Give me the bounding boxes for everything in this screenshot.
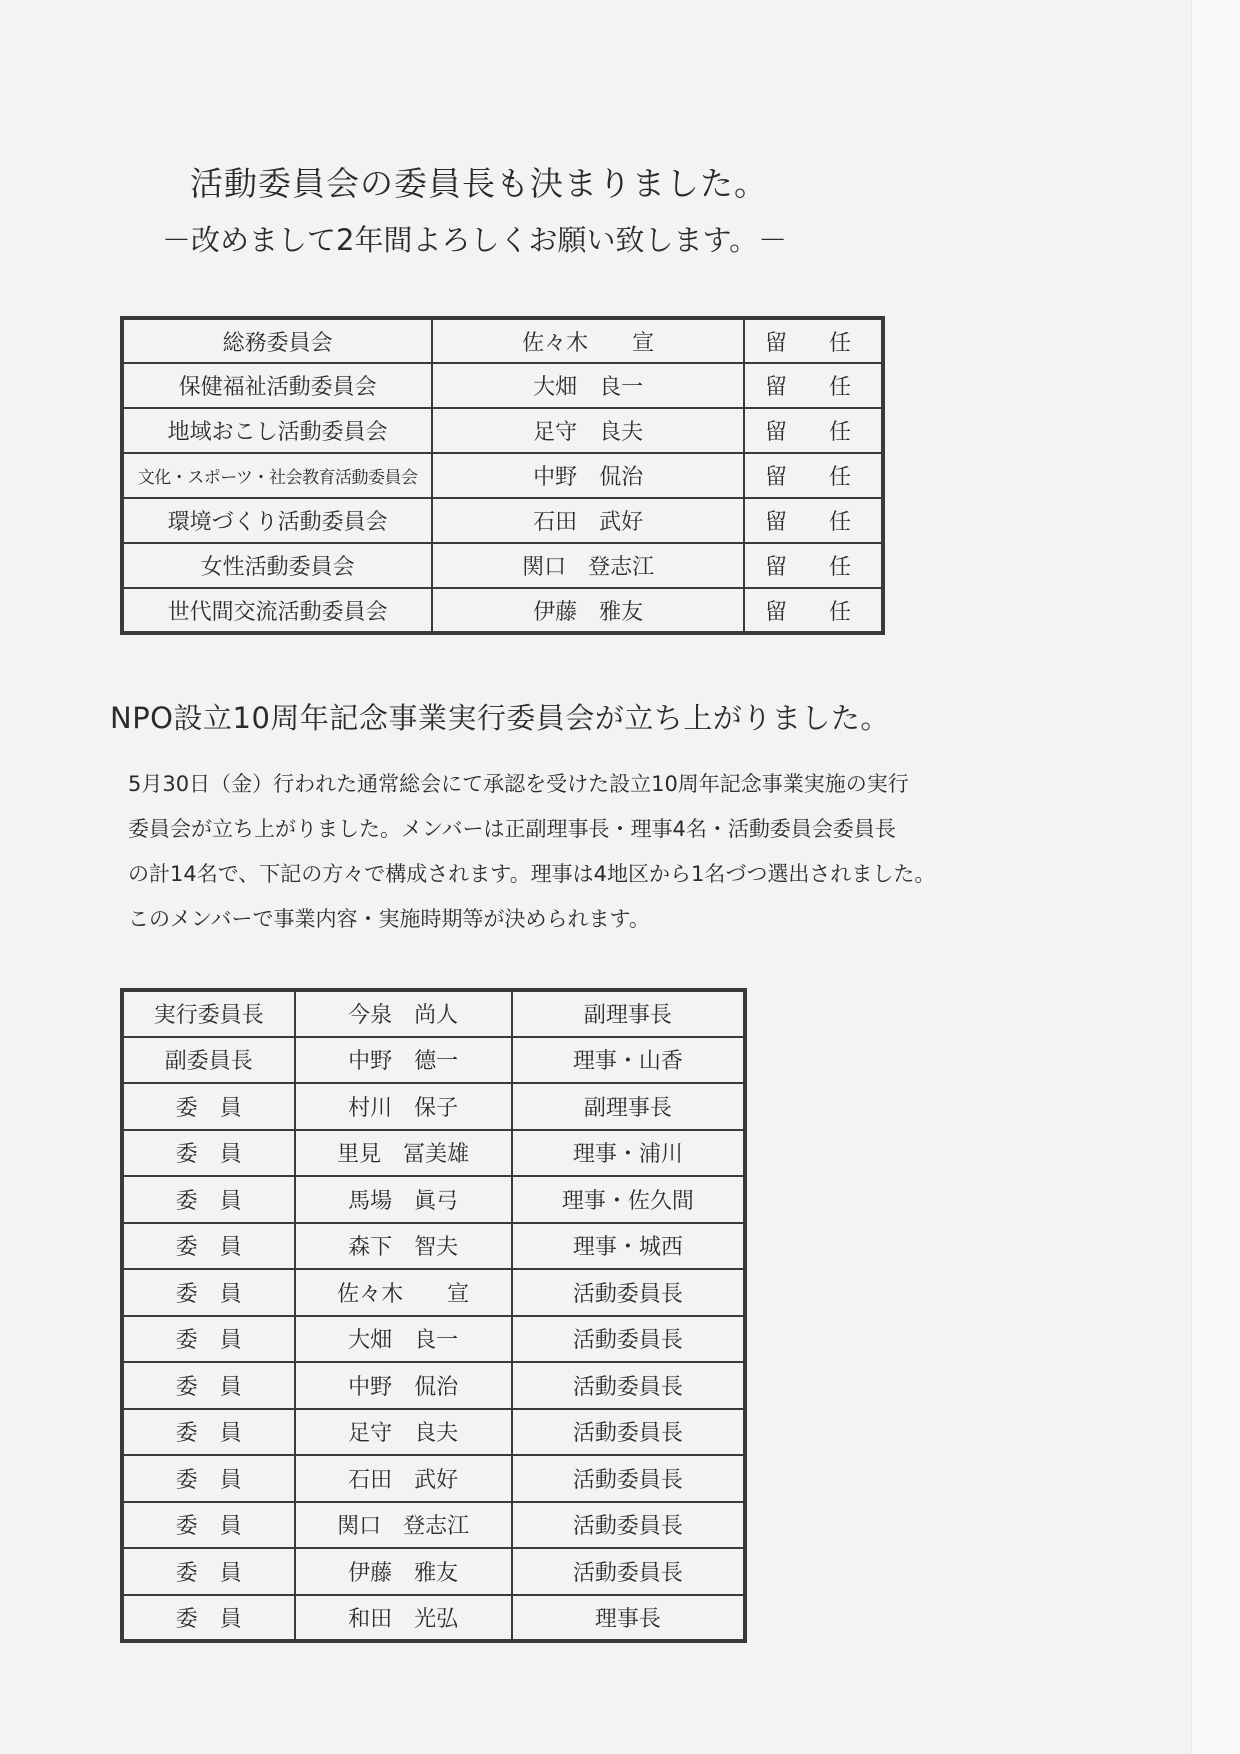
committee-name-cell: 女性活動委員会 [122, 543, 432, 588]
position-cell: 活動委員長 [512, 1409, 745, 1456]
role-cell: 委 員 [122, 1548, 295, 1595]
role-cell: 委 員 [122, 1595, 295, 1642]
position-cell: 理事・佐久間 [512, 1176, 745, 1223]
role-cell: 委 員 [122, 1502, 295, 1549]
paragraph-line: このメンバーで事業内容・実施時期等が決められます。 [128, 907, 650, 931]
table-row [122, 498, 883, 543]
table-row [122, 1409, 745, 1456]
member-name-cell: 石田 武好 [295, 1455, 512, 1502]
anniversary-paragraph [128, 762, 1068, 942]
member-name-cell: 森下 智夫 [295, 1223, 512, 1270]
committee-name-cell: 地域おこし活動委員会 [122, 408, 432, 453]
role-cell: 委 員 [122, 1409, 295, 1456]
role-cell: 副委員長 [122, 1037, 295, 1084]
member-name-cell: 中野 侃治 [295, 1362, 512, 1409]
position-cell: 副理事長 [512, 1083, 745, 1130]
member-name-cell: 関口 登志江 [295, 1502, 512, 1549]
status-cell: 留 任 [744, 588, 883, 633]
position-cell: 副理事長 [512, 990, 745, 1037]
member-name-cell: 大畑 良一 [295, 1316, 512, 1363]
table-row [122, 1362, 745, 1409]
role-cell: 委 員 [122, 1083, 295, 1130]
table-row [122, 1130, 745, 1177]
status-cell: 留 任 [744, 408, 883, 453]
position-cell: 理事・城西 [512, 1223, 745, 1270]
role-cell: 委 員 [122, 1176, 295, 1223]
position-cell: 活動委員長 [512, 1362, 745, 1409]
executive-committee-table [120, 988, 747, 1643]
position-cell: 活動委員長 [512, 1548, 745, 1595]
committee-name-cell: 世代間交流活動委員会 [122, 588, 432, 633]
paragraph-line: 委員会が立ち上がりました。メンバーは正副理事長・理事4名・活動委員会委員長 [128, 817, 896, 841]
role-cell: 委 員 [122, 1455, 295, 1502]
role-cell: 実行委員長 [122, 990, 295, 1037]
committee-name-cell: 保健福祉活動委員会 [122, 363, 432, 408]
table-row [122, 990, 745, 1037]
member-name-cell: 伊藤 雅友 [295, 1548, 512, 1595]
position-cell: 活動委員長 [512, 1269, 745, 1316]
member-name-cell: 中野 德一 [295, 1037, 512, 1084]
table-row [122, 543, 883, 588]
chair-name-cell: 足守 良夫 [432, 408, 744, 453]
member-name-cell: 足守 良夫 [295, 1409, 512, 1456]
position-cell: 理事・浦川 [512, 1130, 745, 1177]
table-row [122, 1455, 745, 1502]
table-row [122, 1223, 745, 1270]
status-cell: 留 任 [744, 363, 883, 408]
anniversary-section-title: NPO設立10周年記念事業実行委員会が立ち上がりました。 [110, 701, 890, 735]
status-cell: 留 任 [744, 543, 883, 588]
chair-name-cell: 石田 武好 [432, 498, 744, 543]
chair-name-cell: 伊藤 雅友 [432, 588, 744, 633]
table-row [122, 1502, 745, 1549]
committee-name-cell: 総務委員会 [122, 318, 432, 363]
member-name-cell: 里見 冨美雄 [295, 1130, 512, 1177]
role-cell: 委 員 [122, 1269, 295, 1316]
position-cell: 理事・山香 [512, 1037, 745, 1084]
table-row [122, 1316, 745, 1363]
page-edge [1191, 0, 1240, 1754]
chair-name-cell: 佐々木 宣 [432, 318, 744, 363]
status-cell: 留 任 [744, 318, 883, 363]
member-name-cell: 和田 光弘 [295, 1595, 512, 1642]
table-row [122, 408, 883, 453]
chair-name-cell: 関口 登志江 [432, 543, 744, 588]
status-cell: 留 任 [744, 498, 883, 543]
table-row [122, 363, 883, 408]
role-cell: 委 員 [122, 1316, 295, 1363]
page-subtitle: －改めまして2年間よろしくお願い致します。－ [162, 223, 788, 257]
position-cell: 活動委員長 [512, 1502, 745, 1549]
table-row [122, 1595, 745, 1642]
table-row [122, 588, 883, 633]
position-cell: 理事長 [512, 1595, 745, 1642]
paragraph-line: 5月30日（金）行われた通常総会にて承認を受けた設立10周年記念事業実施の実行 [128, 772, 909, 796]
status-cell: 留 任 [744, 453, 883, 498]
position-cell: 活動委員長 [512, 1455, 745, 1502]
member-name-cell: 佐々木 宣 [295, 1269, 512, 1316]
position-cell: 活動委員長 [512, 1316, 745, 1363]
paragraph-line: の計14名で、下記の方々で構成されます。理事は4地区から1名づつ選出されました。 [128, 862, 936, 886]
table-row [122, 1176, 745, 1223]
member-name-cell: 馬場 眞弓 [295, 1176, 512, 1223]
role-cell: 委 員 [122, 1130, 295, 1177]
committee-name-cell: 文化・スポーツ・社会教育活動委員会 [122, 453, 432, 498]
table-row [122, 1083, 745, 1130]
table-row [122, 318, 883, 363]
table-row [122, 1269, 745, 1316]
committee-name-cell: 環境づくり活動委員会 [122, 498, 432, 543]
committee-chairs-table [120, 316, 885, 635]
table-row [122, 1548, 745, 1595]
table-row [122, 1037, 745, 1084]
role-cell: 委 員 [122, 1223, 295, 1270]
member-name-cell: 今泉 尚人 [295, 990, 512, 1037]
chair-name-cell: 中野 侃治 [432, 453, 744, 498]
table-row [122, 453, 883, 498]
chair-name-cell: 大畑 良一 [432, 363, 744, 408]
page-title: 活動委員会の委員長も決まりました。 [190, 164, 768, 203]
member-name-cell: 村川 保子 [295, 1083, 512, 1130]
role-cell: 委 員 [122, 1362, 295, 1409]
